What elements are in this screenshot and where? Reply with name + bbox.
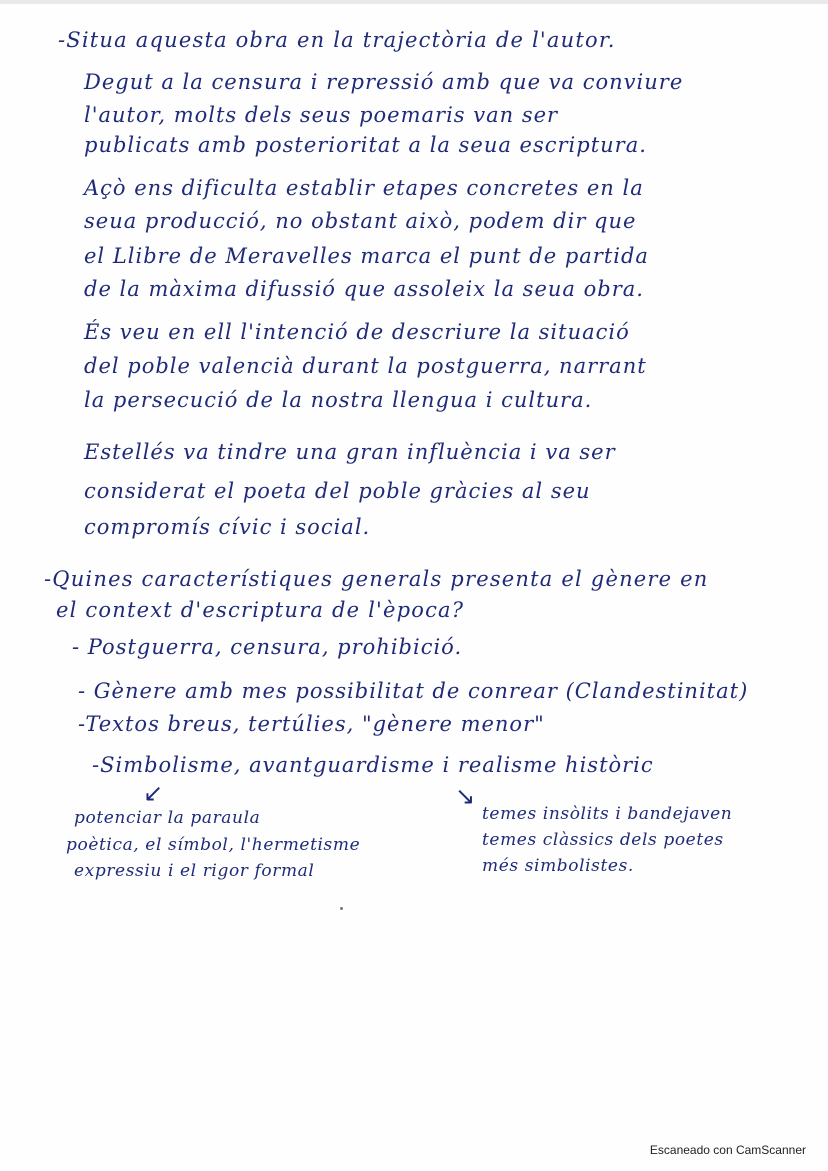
arrow-down-right-icon: ↘	[455, 782, 476, 810]
note-left-line: expressiu i el rigor formal	[74, 861, 315, 881]
paragraph-2-line: seua producció, no obstant això, podem dir que	[84, 209, 637, 233]
bullet-item: -Simbolisme, avantguardisme i realisme històric	[92, 753, 654, 777]
question-2-line: el context d'escriptura de l'època?	[56, 598, 465, 622]
paragraph-2-line: el Llibre de Meravelles marca el punt de partida	[84, 244, 649, 268]
paragraph-3-line: És veu en ell l'intenció de descriure la situació	[84, 320, 630, 344]
bullet-item: - Gènere amb mes possibilitat de conrear (Clandestinitat)	[78, 679, 749, 703]
note-right-line: més simbolistes.	[482, 856, 634, 876]
scanner-watermark: Escaneado con CamScanner	[649, 1143, 806, 1157]
paragraph-4-line: compromís cívic i social.	[84, 515, 371, 539]
paragraph-3-line: del poble valencià durant la postguerra, narrant	[84, 354, 647, 378]
arrow-down-left-icon: ↙	[143, 779, 164, 807]
paragraph-1-line: Degut a la censura i repressió amb que va conviure	[84, 70, 684, 94]
note-left-line: potenciar la paraula	[74, 808, 261, 828]
paragraph-4-line: considerat el poeta del poble gràcies al seu	[84, 479, 591, 503]
paragraph-3-line: la persecució de la nostra llengua i cultura.	[84, 388, 593, 412]
question-2-line: -Quines característiques generals presenta el gènere en	[44, 567, 709, 591]
bullet-item: -Textos breus, tertúlies, "gènere menor"	[78, 712, 545, 736]
paragraph-2-line: Açò ens dificulta establir etapes concretes en la	[84, 176, 644, 200]
paragraph-4-line: Estellés va tindre una gran influència i va ser	[84, 440, 616, 464]
note-right-line: temes insòlits i bandejaven	[482, 804, 733, 824]
ink-dot	[340, 907, 343, 910]
note-right-line: temes clàssics dels poetes	[482, 830, 724, 850]
paragraph-1-line: l'autor, molts dels seus poemaris van ser	[84, 103, 559, 127]
bullet-item: - Postguerra, censura, prohibició.	[72, 635, 463, 659]
question-1: -Situa aquesta obra en la trajectòria de l'autor.	[58, 28, 616, 52]
paragraph-1-line: publicats amb posterioritat a la seua escriptura.	[84, 133, 647, 157]
paragraph-2-line: de la màxima difussió que assoleix la seua obra.	[84, 277, 644, 301]
note-left-line: poètica, el símbol, l'hermetisme	[66, 835, 361, 855]
